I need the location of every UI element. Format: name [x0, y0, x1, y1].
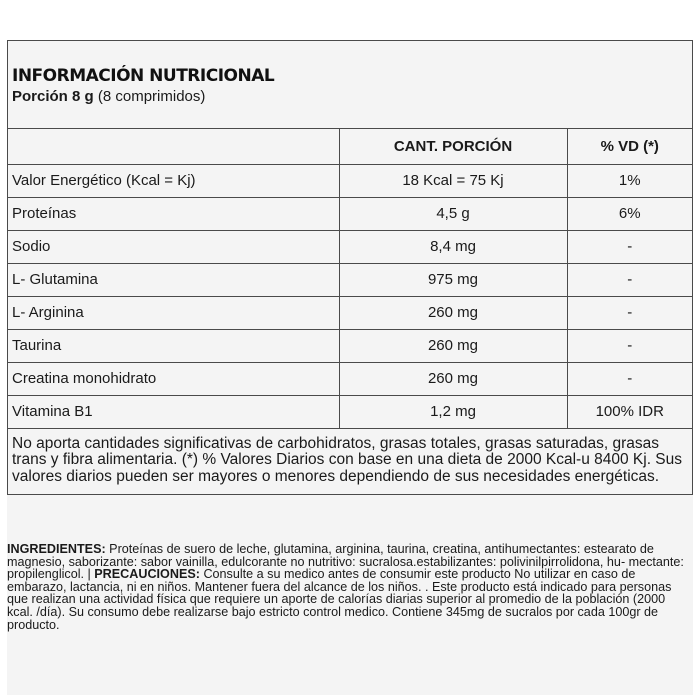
portion-size-detail: (8 comprimidos) [93, 88, 206, 105]
nutrient-name: Creatina monohidrato [8, 362, 339, 395]
nutrient-amount: 260 mg [339, 296, 567, 329]
nutrition-facts-table [7, 40, 693, 495]
ingredients-text [7, 543, 693, 663]
nutrient-name: Taurina [8, 329, 339, 362]
column-header-daily-value: % VD (*) [567, 129, 692, 164]
nutrient-daily-value: 6% [567, 197, 692, 230]
precautions-text: Consulte a su medico antes de consumir este producto No utilizar en caso de embarazo, lactancia, ni en niños. Mantener fuera del alcance de los niños. . Este producto está indicado para personas que realizan una actividad física que requiere un aporte de calorías diarias superior al promedio de la población (2000 kcal. /día). Su consumo debe realizarse bajo estricto control medico. Contiene 345mg de sucralos por cada 100gr de producto. [7, 567, 672, 632]
ingredients-label: INGREDIENTES: [7, 543, 106, 556]
nutrient-name: L- Glutamina [8, 263, 339, 296]
nutrient-name: L- Arginina [8, 296, 339, 329]
nutrient-amount: 975 mg [339, 263, 567, 296]
nutrition-title: INFORMACIÓN NUTRICIONAL [12, 66, 275, 86]
nutrient-amount: 1,2 mg [339, 395, 567, 428]
nutrition-footnote: No aporta cantidades significativas de carbohidratos, grasas totales, grasas saturadas, grasas trans y fibra alimentaria. (*) % Valores Diarios con base en una dieta de 2000 Kcal-u 8400 Kj. Sus valores diarios pueden ser mayores o menores dependiendo de sus necesidades energéticas. [12, 434, 683, 485]
table-row [8, 362, 692, 395]
portion-size [12, 87, 692, 106]
nutrient-name: Sodio [8, 230, 339, 263]
nutrient-amount: 18 Kcal = 75 Kj [339, 164, 567, 197]
table-header-row [8, 129, 692, 164]
table-row [8, 197, 692, 230]
nutrient-daily-value: - [567, 263, 692, 296]
nutrient-daily-value: - [567, 329, 692, 362]
nutrient-amount: 8,4 mg [339, 230, 567, 263]
nutrition-header [8, 41, 692, 129]
nutrient-name: Proteínas [8, 197, 339, 230]
table-row [8, 230, 692, 263]
ingredients-list: Proteínas de suero de leche, glutamina, arginina, taurina, creatina, antihumectantes: estearato de magnesio, saborizante: sabor vainilla, edulcorante no nutritivo: sucralosa.estabilizantes: polivinilpirrolidona, hu- mectante: propilenglicol. | [7, 543, 684, 582]
table-row [8, 263, 692, 296]
nutrient-daily-value: - [567, 362, 692, 395]
portion-size-bold: Porción 8 g [12, 88, 94, 105]
table-row [8, 395, 692, 428]
precautions-label: PRECAUCIONES: [94, 567, 200, 582]
column-header-nutrient [8, 129, 339, 164]
column-header-amount: CANT. PORCIÓN [339, 129, 567, 164]
nutrient-table [8, 129, 692, 429]
nutrient-amount: 4,5 g [339, 197, 567, 230]
nutrient-daily-value: - [567, 230, 692, 263]
nutrient-daily-value: 100% IDR [567, 395, 692, 428]
table-row [8, 296, 692, 329]
table-row [8, 164, 692, 197]
nutrient-daily-value: 1% [567, 164, 692, 197]
nutrient-name: Valor Energético (Kcal = Kj) [8, 164, 339, 197]
table-row [8, 329, 692, 362]
nutrient-amount: 260 mg [339, 362, 567, 395]
nutrient-daily-value: - [567, 296, 692, 329]
nutrient-name: Vitamina B1 [8, 395, 339, 428]
nutrient-amount: 260 mg [339, 329, 567, 362]
